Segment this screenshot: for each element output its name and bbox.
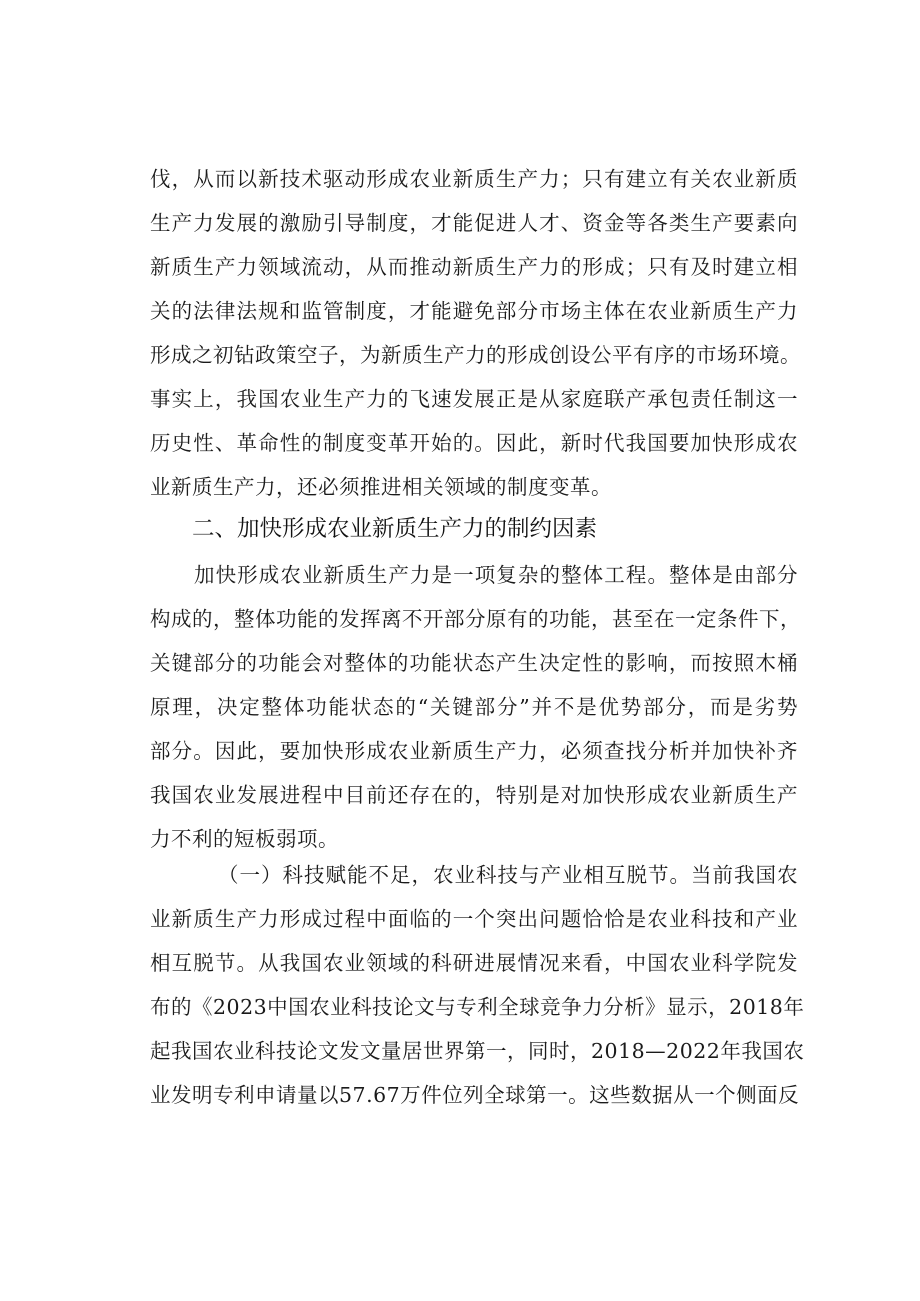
text-line: 业新质生产力形成过程中面临的一个突出问题恰恰是农业科技和产业 xyxy=(150,907,798,931)
text-line: 事实上，我国农业生产力的飞速发展正是从家庭联产承包责任制这一 xyxy=(150,387,798,411)
text-line: 起我国农业科技论文发文量居世界第一，同时，2018—2022年我国农 xyxy=(150,1039,805,1063)
text-line: 原理，决定整体功能状态的“关键部分”并不是优势部分，而是劣势 xyxy=(150,695,798,719)
text-line: （一）科技赋能不足，农业科技与产业相互脱节。当前我国农 xyxy=(218,863,798,887)
text-line: 历史性、革命性的制度变革开始的。因此，新时代我国要加快形成农 xyxy=(150,431,798,455)
text-line: 业发明专利申请量以57.67万件位列全球第一。这些数据从一个侧面反 xyxy=(150,1083,800,1107)
text-line: 伐，从而以新技术驱动形成农业新质生产力；只有建立有关农业新质 xyxy=(150,167,798,191)
text-line: 关键部分的功能会对整体的功能状态产生决定性的影响，而按照木桶 xyxy=(150,651,798,675)
text-line: 部分。因此，要加快形成农业新质生产力，必须查找分析并加快补齐 xyxy=(150,739,798,763)
text-line: 构成的，整体功能的发挥离不开部分原有的功能，甚至在一定条件下， xyxy=(150,607,801,631)
text-line: 加快形成农业新质生产力是一项复杂的整体工程。整体是由部分 xyxy=(194,563,798,587)
text-line: 力不利的短板弱项。 xyxy=(150,827,339,851)
text-line: 新质生产力领域流动，从而推动新质生产力的形成；只有及时建立相 xyxy=(150,255,798,279)
text-line: 关的法律法规和监管制度，才能避免部分市场主体在农业新质生产力 xyxy=(150,299,798,323)
text-line: 布的《2023中国农业科技论文与专利全球竞争力分析》显示，2018年 xyxy=(150,995,805,1019)
text-line: 形成之初钻政策空子，为新质生产力的形成创设公平有序的市场环境。 xyxy=(150,343,801,367)
text-line: 生产力发展的激励引导制度，才能促进人才、资金等各类生产要素向 xyxy=(150,211,798,235)
text-line: 我国农业发展进程中目前还存在的，特别是对加快形成农业新质生产 xyxy=(150,783,798,807)
text-line: 相互脱节。从我国农业领域的科研进展情况来看，中国农业科学院发 xyxy=(150,951,798,975)
section-heading: 二、加快形成农业新质生产力的制约因素 xyxy=(192,516,598,542)
text-line: 业新质生产力，还必须推进相关领域的制度变革。 xyxy=(150,475,612,499)
